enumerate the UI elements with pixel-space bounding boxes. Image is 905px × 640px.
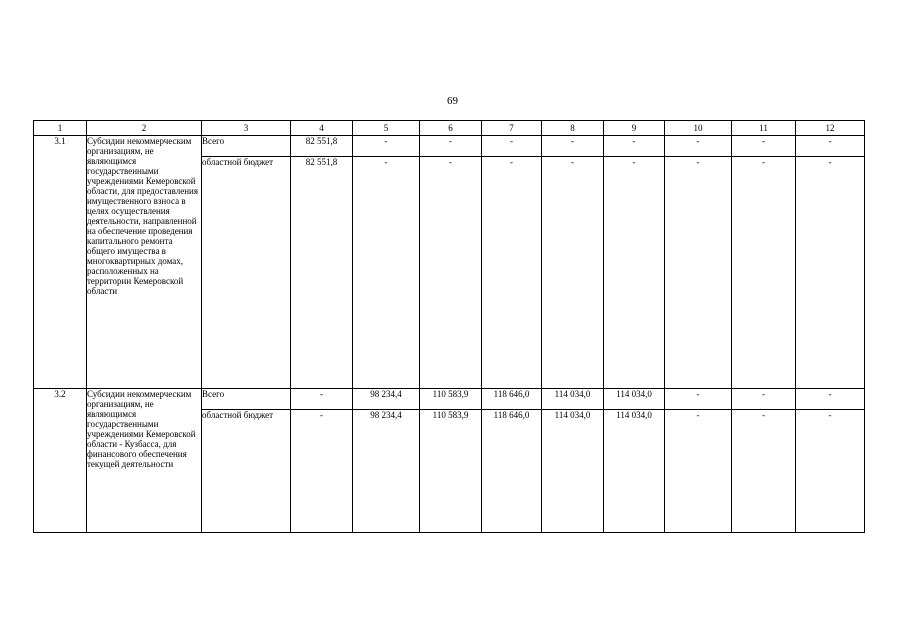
value-cell: - (796, 389, 865, 410)
value-cell: - (353, 157, 420, 389)
header-cell: 12 (796, 121, 865, 136)
value-cell: - (665, 389, 732, 410)
funding-source: областной бюджет (202, 410, 291, 533)
header-cell: 11 (732, 121, 796, 136)
funding-source: областной бюджет (202, 157, 291, 389)
value-cell: 114 034,0 (604, 389, 665, 410)
value-cell: - (665, 157, 732, 389)
value-cell: 114 034,0 (604, 410, 665, 533)
row-description: Субсидии некоммерческим организациям, не являющимся государственными учреждениями Кемеровской области - Кузбасса, для финансового обеспечения текущей деятельности (87, 389, 202, 533)
value-cell: - (604, 157, 665, 389)
value-cell: 114 034,0 (542, 410, 604, 533)
value-cell: - (420, 136, 482, 157)
header-cell: 7 (482, 121, 542, 136)
value-cell: 98 234,4 (353, 410, 420, 533)
value-cell: 114 034,0 (542, 389, 604, 410)
header-cell: 1 (34, 121, 87, 136)
header-cell: 10 (665, 121, 732, 136)
value-cell: 110 583,9 (420, 410, 482, 533)
row-code: 3.2 (34, 389, 87, 533)
header-row (34, 121, 865, 136)
header-cell: 5 (353, 121, 420, 136)
value-cell: - (796, 136, 865, 157)
value-cell: - (732, 389, 796, 410)
header-cell: 4 (291, 121, 353, 136)
page-number: 69 (447, 95, 458, 107)
budget-table (33, 120, 865, 533)
funding-source: Всего (202, 389, 291, 410)
value-cell: 82 551,8 (291, 136, 353, 157)
table-row (34, 389, 865, 410)
table-row (34, 136, 865, 157)
value-cell: - (542, 157, 604, 389)
value-cell: 98 234,4 (353, 389, 420, 410)
value-cell: - (420, 157, 482, 389)
value-cell: - (732, 157, 796, 389)
value-cell: - (291, 389, 353, 410)
row-description: Субсидии некоммерческим организациям, не являющимся государственными учреждениями Кемеровской области, для предоставления имущественного взноса в целях осуществления деятельности, направленной на обеспечение проведения капитального ремонта общего имущества в многоквартирных домах, расположенных на территории Кемеровской области (87, 136, 202, 389)
value-cell: - (604, 136, 665, 157)
value-cell: 82 551,8 (291, 157, 353, 389)
funding-source: Всего (202, 136, 291, 157)
value-cell: 110 583,9 (420, 389, 482, 410)
value-cell: - (796, 410, 865, 533)
value-cell: - (353, 136, 420, 157)
value-cell: - (796, 157, 865, 389)
row-code: 3.1 (34, 136, 87, 389)
header-cell: 2 (87, 121, 202, 136)
header-cell: 8 (542, 121, 604, 136)
value-cell: 118 646,0 (482, 389, 542, 410)
value-cell: - (732, 136, 796, 157)
value-cell: - (291, 410, 353, 533)
header-cell: 9 (604, 121, 665, 136)
value-cell: - (665, 136, 732, 157)
value-cell: - (542, 136, 604, 157)
header-cell: 3 (202, 121, 291, 136)
value-cell: - (482, 136, 542, 157)
value-cell: - (482, 157, 542, 389)
value-cell: - (665, 410, 732, 533)
value-cell: - (732, 410, 796, 533)
header-cell: 6 (420, 121, 482, 136)
value-cell: 118 646,0 (482, 410, 542, 533)
